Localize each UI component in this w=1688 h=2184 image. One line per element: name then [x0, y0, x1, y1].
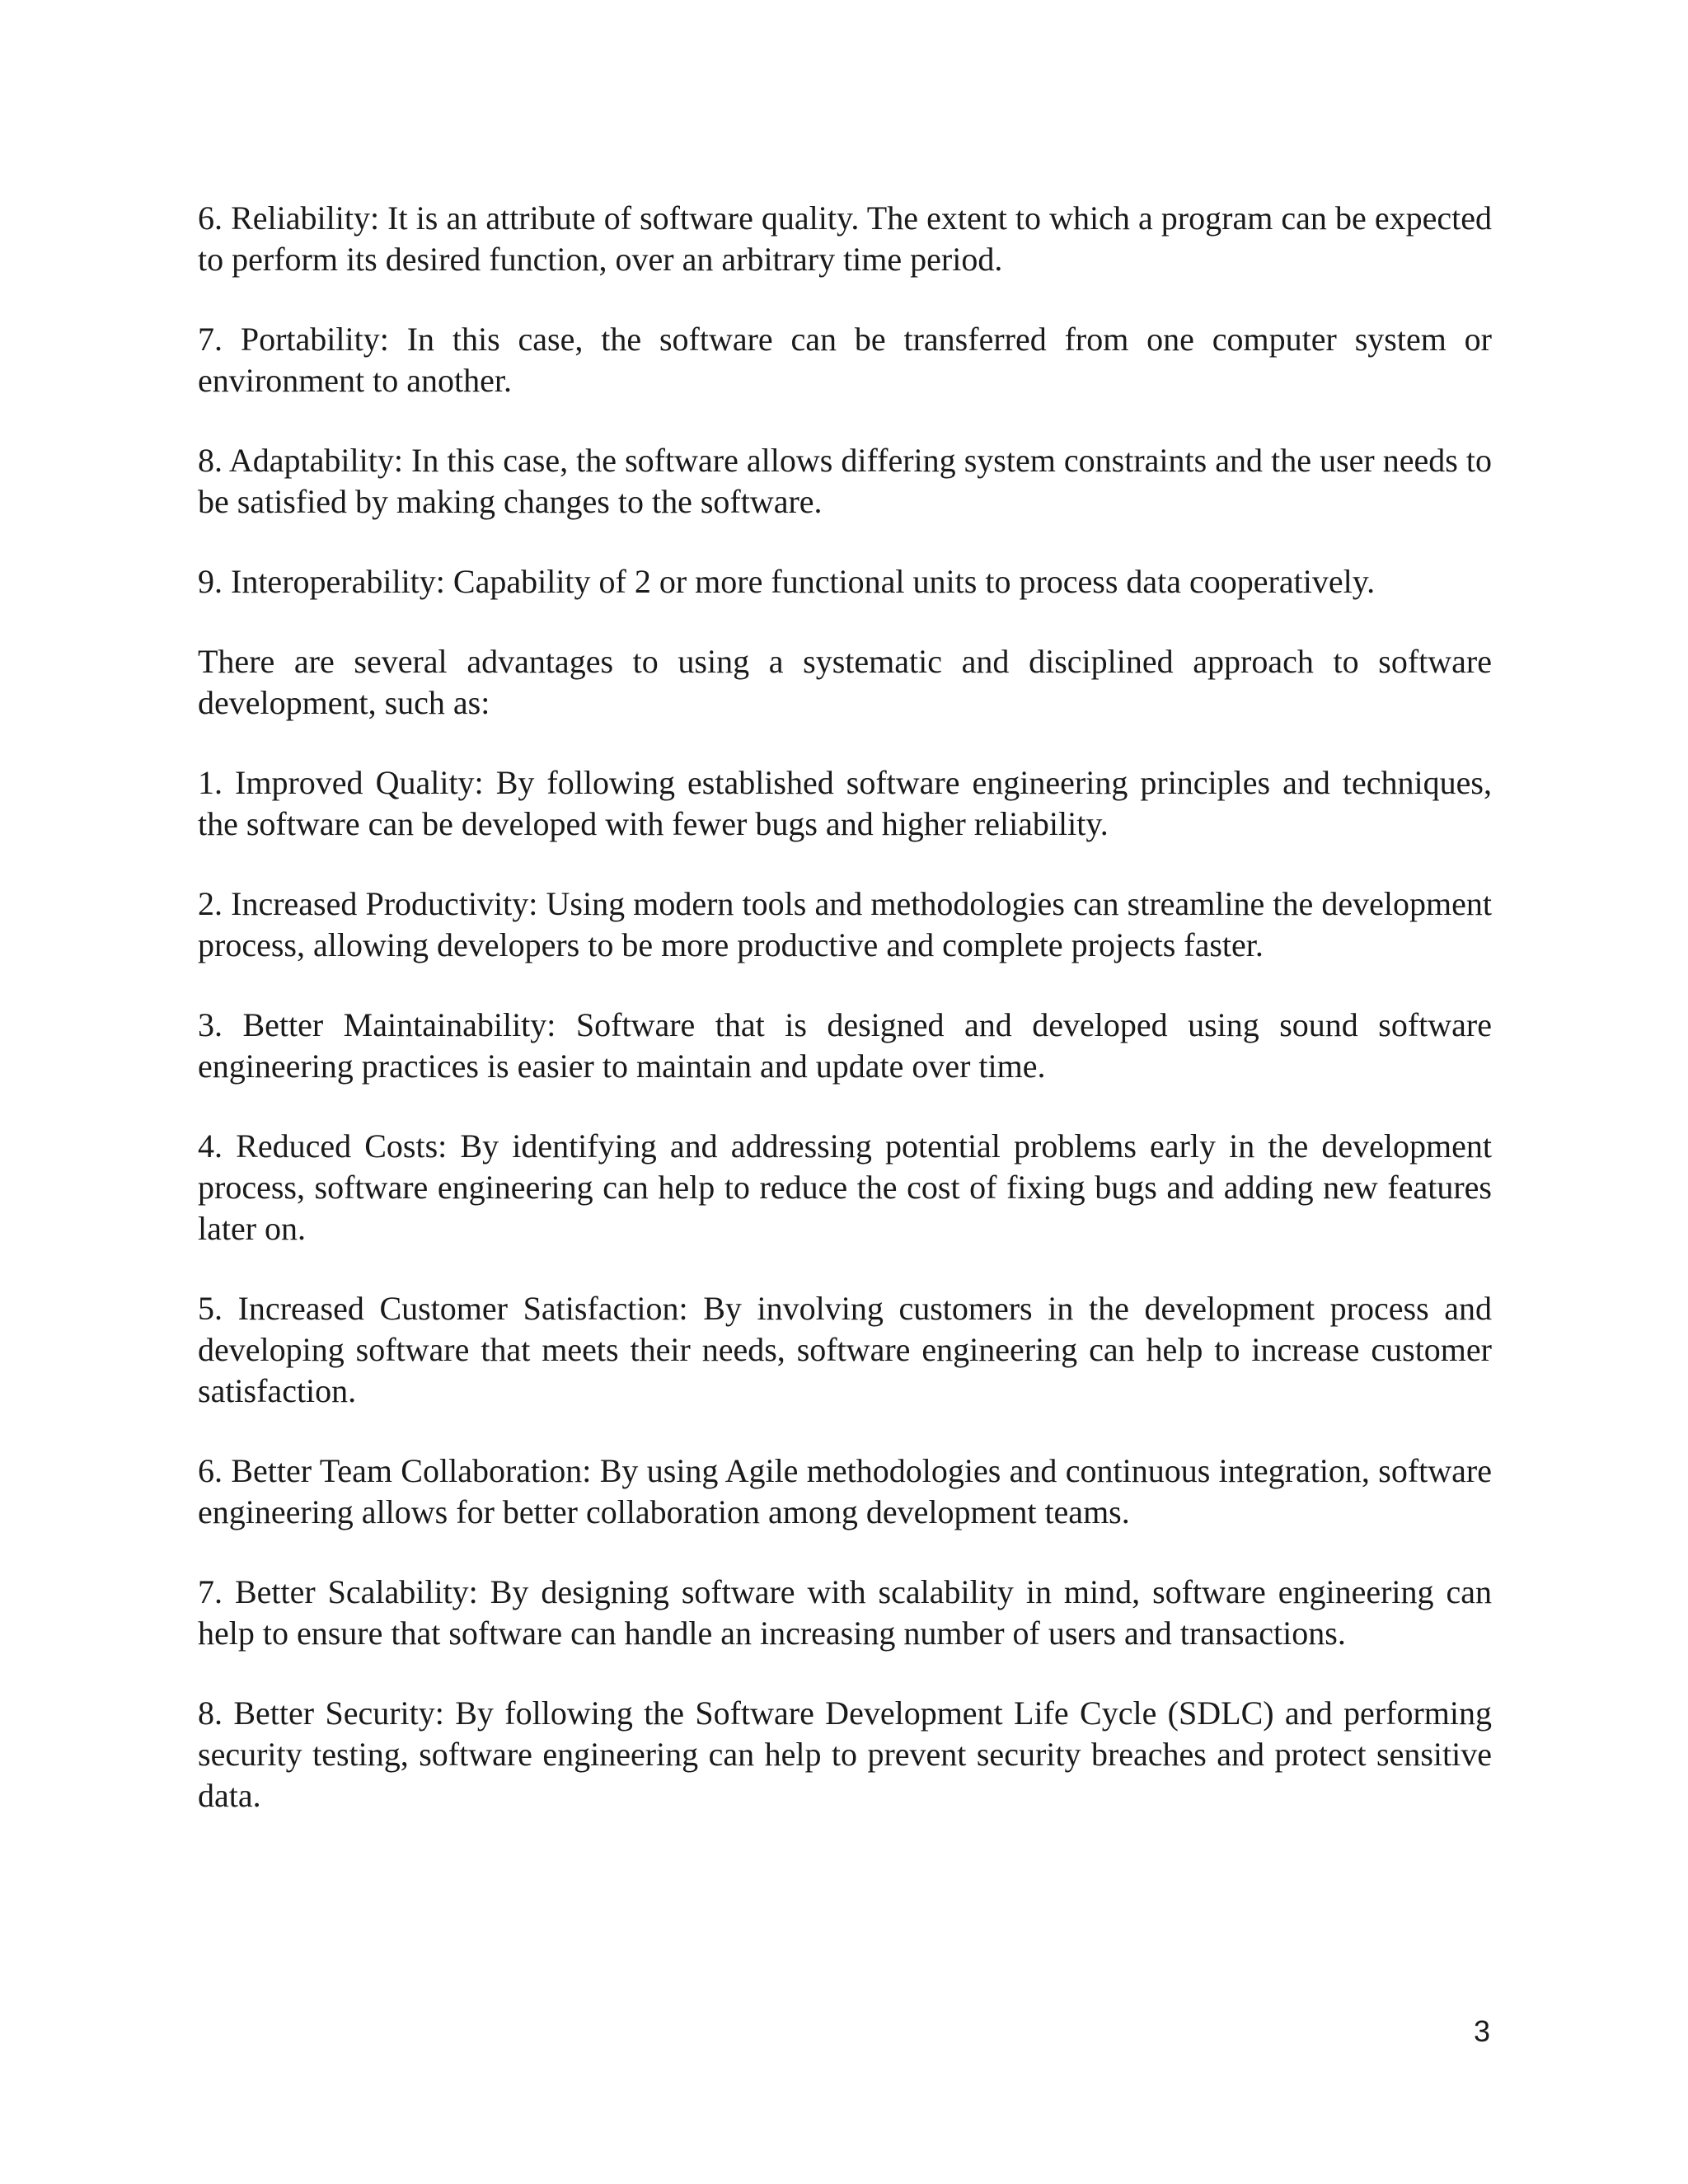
paragraph-increased-productivity: 2. Increased Productivity: Using modern tools and methodologies can streamline the development process, allowing developers to be more productive and complete projects faster.: [198, 885, 1492, 963]
paragraph-interoperability: 9. Interoperability: Capability of 2 or more functional units to process data cooperatively.: [198, 563, 1376, 600]
paragraph-improved-quality: 1. Improved Quality: By following established software engineering principles and techniques, the software can be developed with fewer bugs and higher reliability.: [198, 764, 1492, 842]
paragraph-better-maintainability: 3. Better Maintainability: Software that is designed and developed using sound software engineering practices is easier to maintain and update over time.: [198, 1006, 1492, 1085]
paragraph-advantages-intro: There are several advantages to using a systematic and disciplined approach to software development, such as:: [198, 643, 1492, 721]
document-body: [198, 198, 1492, 1816]
paragraph-better-security: 8. Better Security: By following the Software Development Life Cycle (SDLC) and performing security testing, software engineering can help to prevent security breaches and protect sensitive data.: [198, 1694, 1492, 1814]
paragraph-customer-satisfaction: 5. Increased Customer Satisfaction: By involving customers in the development process and developing software that meets their needs, software engineering can help to increase customer satisfaction.: [198, 1290, 1492, 1409]
paragraph-team-collaboration: 6. Better Team Collaboration: By using Agile methodologies and continuous integration, software engineering allows for better collaboration among development teams.: [198, 1452, 1492, 1530]
paragraph-better-scalability: 7. Better Scalability: By designing software with scalability in mind, software engineering can help to ensure that software can handle an increasing number of users and transactions.: [198, 1573, 1492, 1652]
paragraph-portability: 7. Portability: In this case, the software can be transferred from one computer system or environment to another.: [198, 321, 1492, 399]
page-number: 3: [1473, 2014, 1490, 2048]
paragraph-adaptability: 8. Adaptability: In this case, the software allows differing system constraints and the user needs to be satisfied by making changes to the software.: [198, 442, 1492, 520]
paragraph-reduced-costs: 4. Reduced Costs: By identifying and addressing potential problems early in the development process, software engineering can help to reduce the cost of fixing bugs and adding new features later on.: [198, 1127, 1492, 1247]
paragraph-reliability: 6. Reliability: It is an attribute of software quality. The extent to which a program can be expected to perform its desired function, over an arbitrary time period.: [198, 199, 1492, 278]
